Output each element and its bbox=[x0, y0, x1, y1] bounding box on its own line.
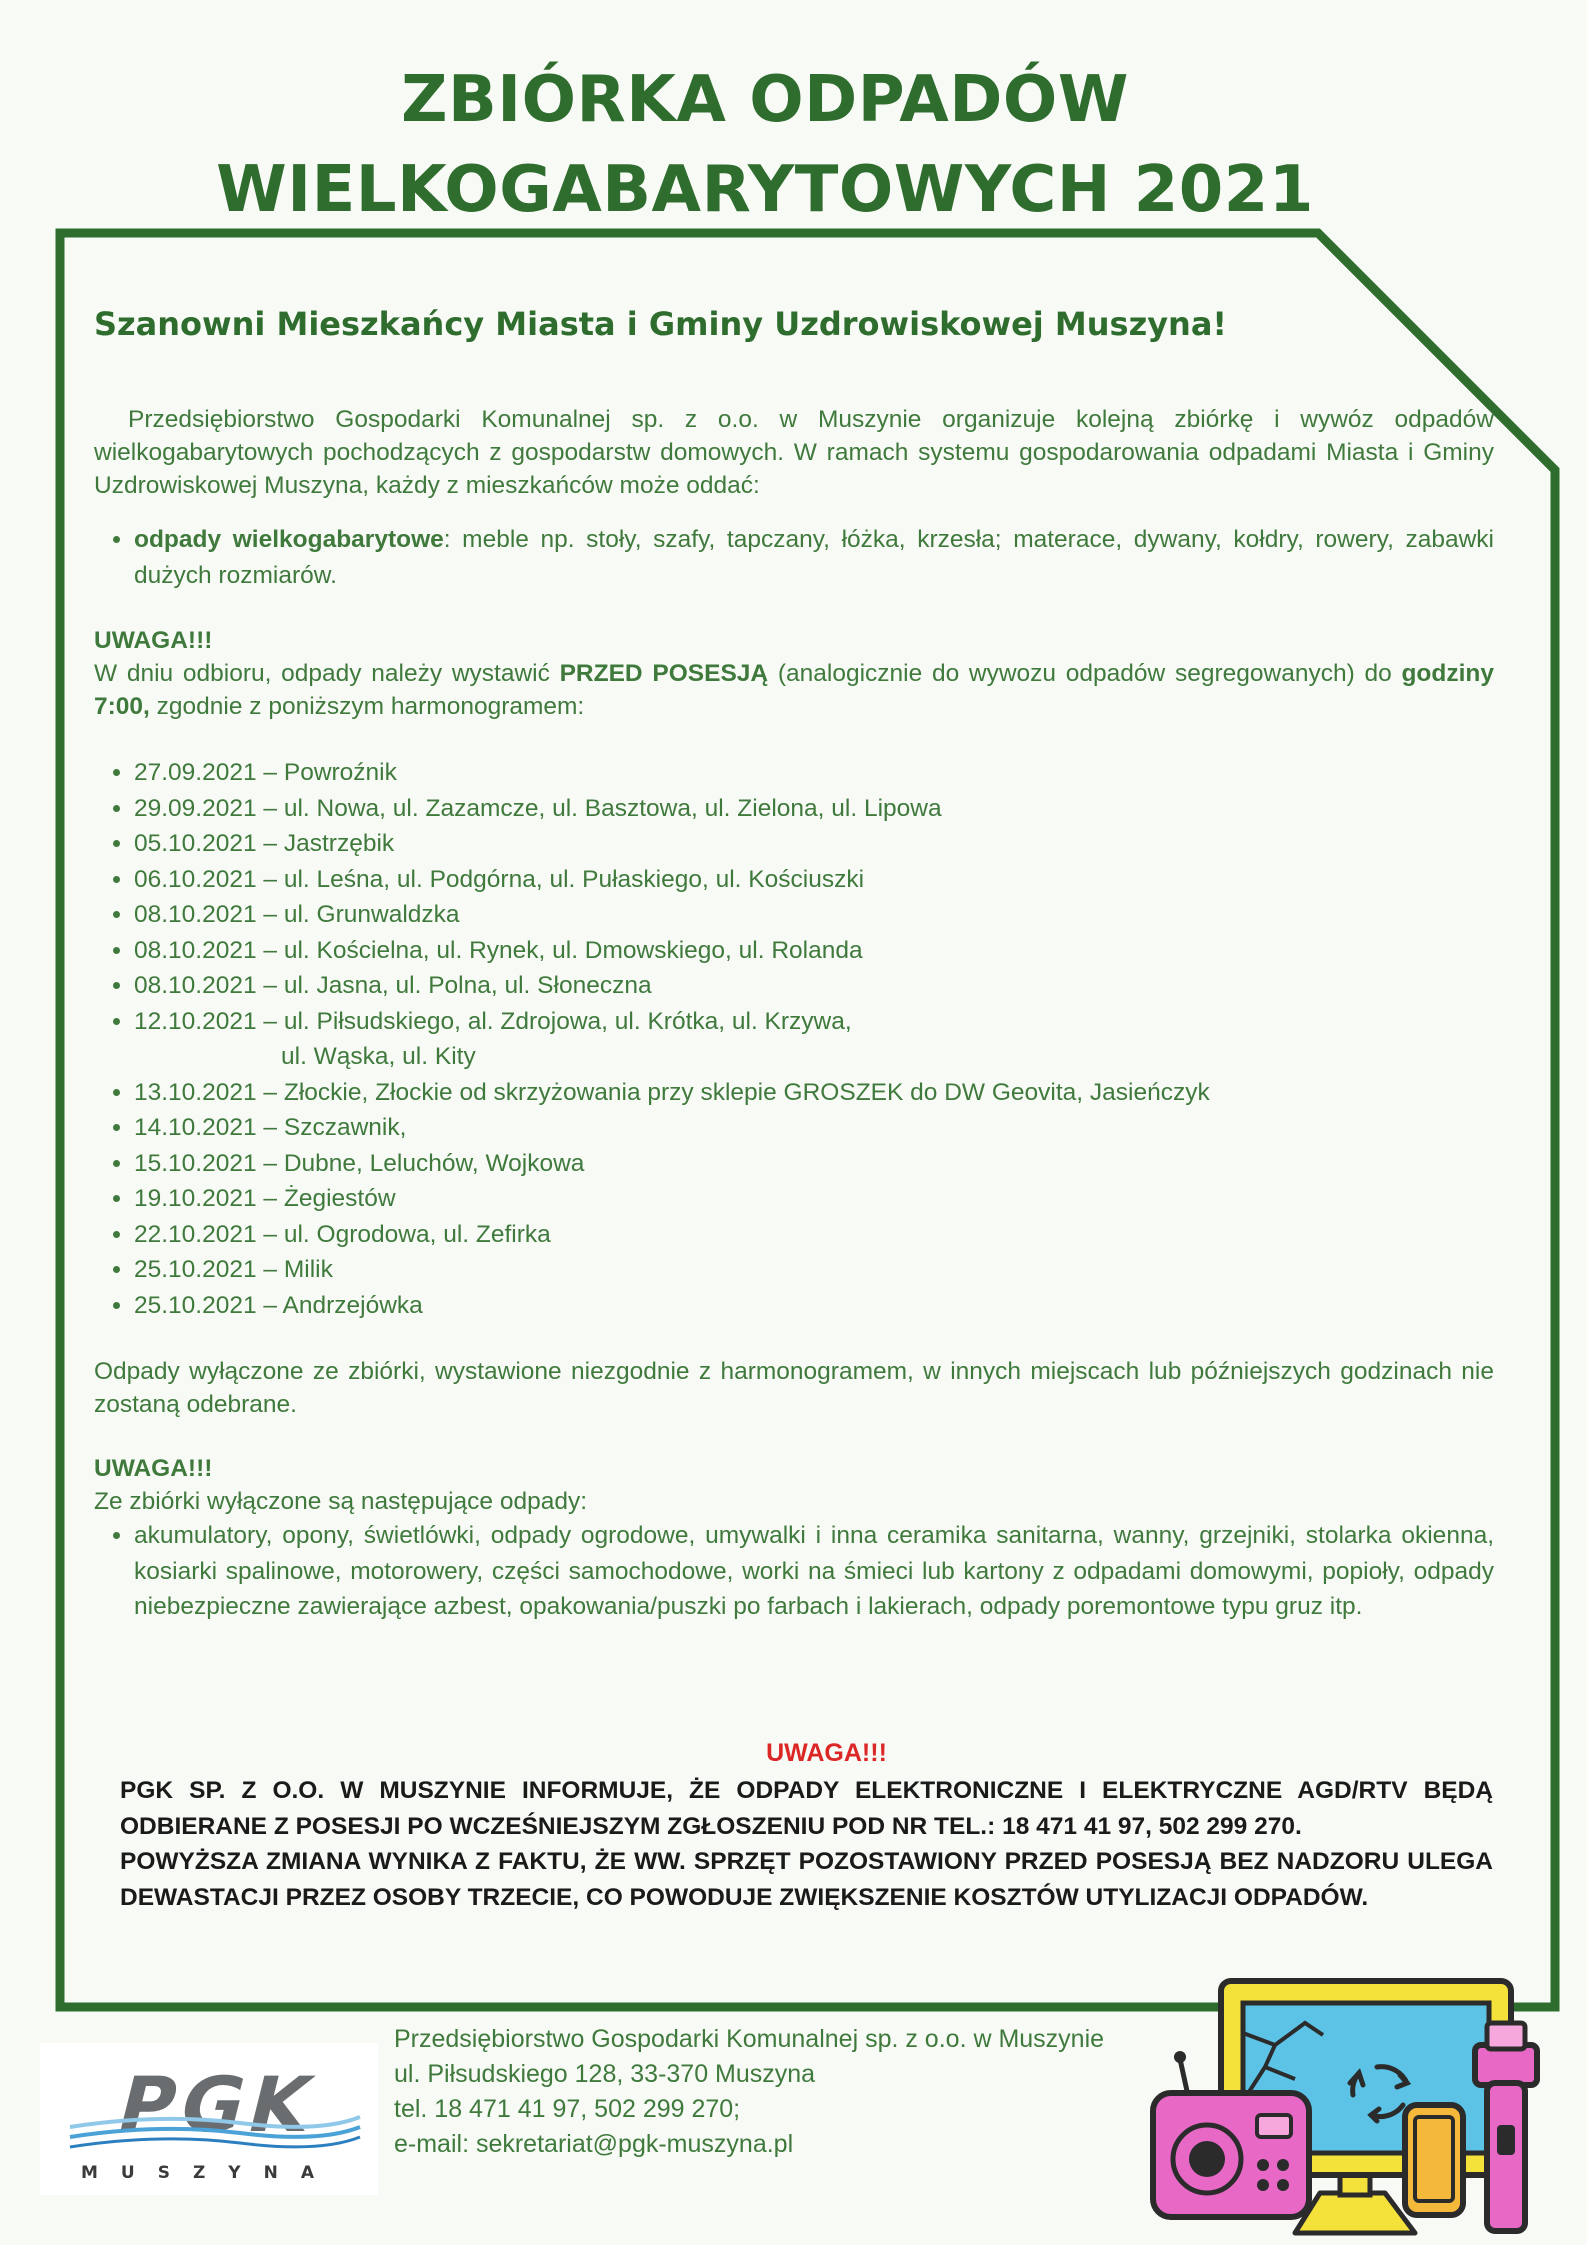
accepted-label: odpady wielkogabarytowe bbox=[134, 526, 444, 553]
footer-company: Przedsiębiorstwo Gospodarki Komunalnej sp. z o.o. w Muszynie bbox=[394, 2025, 1105, 2053]
schedule-item: • 22.10.2021 – ul. Ogrodowa, ul. Zefirka bbox=[134, 1217, 1494, 1253]
schedule-item bbox=[134, 1004, 1494, 1075]
logo-graphic bbox=[40, 2043, 378, 2195]
flashlight-icon bbox=[1475, 2023, 1537, 2231]
footer-phone: tel. 18 471 41 97, 502 299 270; bbox=[394, 2095, 741, 2123]
schedule-item: • 08.10.2021 – ul. Grunwaldzka bbox=[134, 897, 1494, 933]
warning-heading: UWAGA!!! bbox=[94, 1455, 213, 1482]
smartphone-icon bbox=[1405, 2105, 1463, 2215]
excluded-note: Odpady wyłączone ze zbiórki, wystawione niezgodnie z harmonogramem, w innych miejscach lub późniejszych godzinach nie zostaną odebrane. bbox=[94, 1358, 1494, 1418]
pgk-logo bbox=[40, 2043, 378, 2195]
page-title bbox=[0, 55, 1530, 235]
warning-emphasis: PRZED POSESJĄ bbox=[559, 660, 769, 687]
accepted-waste-list bbox=[94, 522, 1494, 593]
list-item bbox=[134, 522, 1494, 593]
warning-text: zgodnie z poniższym harmonogramem: bbox=[149, 693, 585, 720]
accepted-text: : meble np. stoły, szafy, tapczany, łóżka, krzesła; materace, dywany, kołdry, rowery, zabawki dużych rozmiarów. bbox=[134, 526, 1494, 589]
title-line-1: ZBIÓRKA ODPADÓW bbox=[401, 63, 1129, 137]
excluded-waste-list bbox=[94, 1518, 1494, 1625]
logo-wordmark: PGK bbox=[108, 2061, 326, 2150]
warning-heading: UWAGA!!! bbox=[94, 627, 213, 654]
notice-line: POWYŻSZA ZMIANA WYNIKA Z FAKTU, ŻE WW. SPRZĘT POZOSTAWIONY PRZED POSESJĄ BEZ NADZORU ULEGA DEWASTACJI PRZEZ OSOBY TRZECIE, CO POWODUJE ZWIĘKSZENIE KOSZTÓW UTYLIZACJI ODPADÓW. bbox=[120, 1848, 1493, 1911]
title-line-2: WIELKOGABARYTOWYCH 2021 bbox=[216, 153, 1314, 227]
schedule-item: • 27.09.2021 – Powroźnik bbox=[134, 755, 1494, 791]
schedule-item: • 08.10.2021 – ul. Kościelna, ul. Rynek, ul. Dmowskiego, ul. Rolanda bbox=[134, 933, 1494, 969]
schedule-item: • 14.10.2021 – Szczawnik, bbox=[134, 1110, 1494, 1146]
schedule-item: • 05.10.2021 – Jastrzębik bbox=[134, 826, 1494, 862]
schedule-line: 12.10.2021 – ul. Piłsudskiego, al. Zdrojowa, ul. Krótka, ul. Krzywa, bbox=[134, 1007, 852, 1035]
schedule-item: • 25.10.2021 – Andrzejówka bbox=[134, 1288, 1494, 1324]
schedule-item: • 29.09.2021 – ul. Nowa, ul. Zazamcze, ul. Basztowa, ul. Zielona, ul. Lipowa bbox=[134, 791, 1494, 827]
schedule-line-continued: ul. Wąska, ul. Kity bbox=[281, 1043, 476, 1070]
electronics-illustration bbox=[1145, 1975, 1565, 2237]
schedule-item: • 13.10.2021 – Złockie, Złockie od skrzyżowania przy sklepie GROSZEK do DW Geovita, Jasieńczyk bbox=[134, 1075, 1494, 1111]
schedule-item: • 06.10.2021 – ul. Leśna, ul. Podgórna, ul. Pułaskiego, ul. Kościuszki bbox=[134, 862, 1494, 898]
main-content bbox=[94, 300, 1494, 1625]
warning-paragraph bbox=[94, 657, 1494, 723]
electronics-notice bbox=[120, 1735, 1493, 1915]
schedule-item: • 19.10.2021 – Żegiestów bbox=[134, 1181, 1494, 1217]
notice-heading: UWAGA!!! bbox=[766, 1739, 887, 1767]
excluded-intro: Ze zbiórki wyłączone są następujące odpady: bbox=[94, 1488, 588, 1515]
intro-paragraph: Przedsiębiorstwo Gospodarki Komunalnej sp. z o.o. w Muszynie organizuje kolejną zbiórkę i wywóz odpadów wielkogabarytowych pochodzących z gospodarstw domowych. W ramach systemu gospodarowania odpadami Miasta i Gminy Uzdrowiskowej Muszyna, każdy z mieszkańców może oddać: bbox=[94, 406, 1494, 499]
footer-email: e-mail: sekretariat@pgk-muszyna.pl bbox=[394, 2130, 794, 2158]
warning-text: (analogicznie do wywozu odpadów segregowanych) do bbox=[768, 660, 1402, 687]
warning-text: W dniu odbioru, odpady należy wystawić bbox=[94, 660, 560, 687]
schedule-item: • 08.10.2021 – ul. Jasna, ul. Polna, ul. Słoneczna bbox=[134, 968, 1494, 1004]
greeting: Szanowni Mieszkańcy Miasta i Gminy Uzdrowiskowej Muszyna! bbox=[94, 305, 1228, 343]
schedule-item: • 15.10.2021 – Dubne, Leluchów, Wojkowa bbox=[134, 1146, 1494, 1182]
warning-emphasis: godziny 7:00, bbox=[94, 660, 1494, 720]
list-item: • akumulatory, opony, świetlówki, odpady ogrodowe, umywalki i inna ceramika sanitarna, wanny, grzejniki, stolarka okienna, kosiarki spalinowe, motorowery, części samochodowe, worki na śmieci lub kartony z odpadami domowymi, popioły, odpady niebezpieczne zawierające azbest, opakowania/puszki po farbach i lakierach, odpady poremontowe typu gruz itp. bbox=[134, 1518, 1494, 1625]
contact-info bbox=[394, 2022, 1104, 2162]
schedule-item: • 25.10.2021 – Milik bbox=[134, 1252, 1494, 1288]
notice-line: PGK SP. Z O.O. W MUSZYNIE INFORMUJE, ŻE ODPADY ELEKTRONICZNE I ELEKTRYCZNE AGD/RTV BĘDĄ ODBIERANE Z POSESJI PO WCZEŚNIEJSZYM ZGŁOSZENIU POD NR TEL.: 18 471 41 97, 502 299 270. bbox=[120, 1777, 1493, 1840]
collection-schedule bbox=[94, 755, 1494, 1323]
footer-address: ul. Piłsudskiego 128, 33-370 Muszyna bbox=[394, 2060, 816, 2088]
logo-subtitle: MUSZYNA bbox=[81, 2163, 337, 2183]
notice-text bbox=[120, 1773, 1493, 1915]
